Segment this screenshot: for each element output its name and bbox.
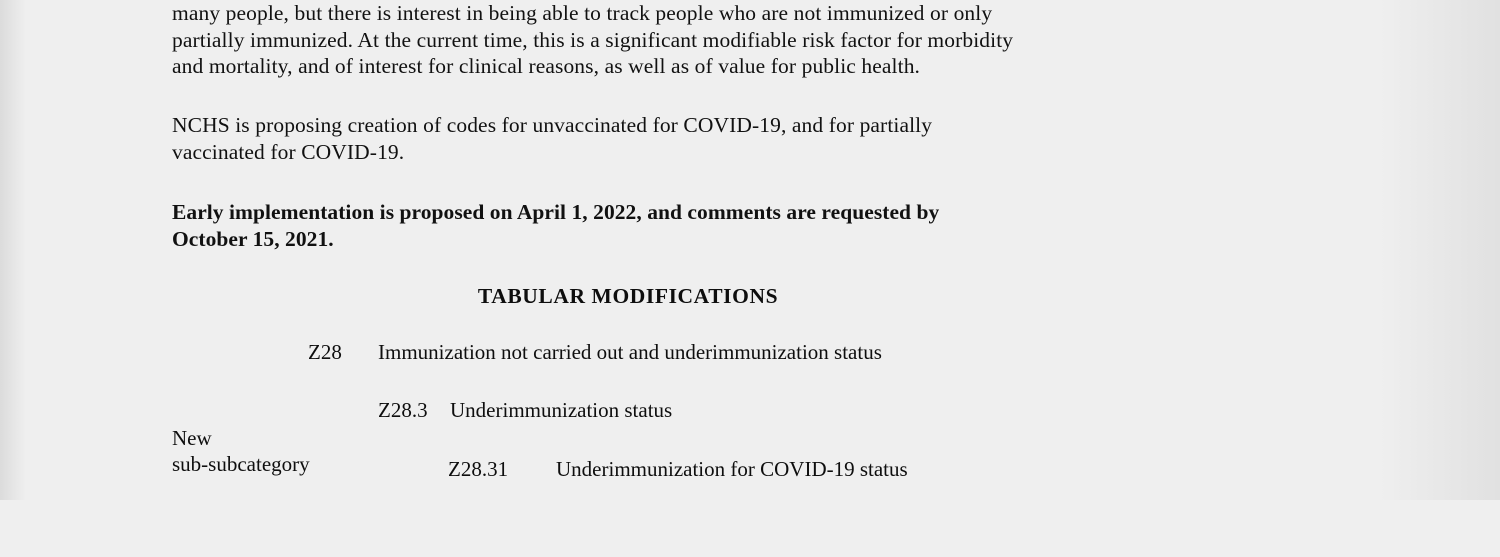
paragraph-intro-line-3: and mortality, and of interest for clinical reasons, as well as of value for public health.: [172, 54, 921, 78]
code-description: Underimmunization status: [450, 398, 673, 422]
section-heading-tabular-modifications: TABULAR MODIFICATIONS: [477, 284, 779, 308]
code-value: Z28: [308, 340, 342, 364]
margin-note-line-1: New: [172, 426, 212, 450]
paragraph-early-implementation-line-2: October 15, 2021.: [172, 226, 334, 251]
paragraph-early-implementation-line-1: Early implementation is proposed on April 1, 2022, and comments are requested by: [172, 200, 940, 224]
paragraph-proposal-line-2: vaccinated for COVID-19.: [172, 139, 405, 164]
margin-note-line-2: sub-subcategory: [172, 452, 310, 476]
code-value: Z28.31: [448, 457, 509, 481]
paragraph-intro-line-2: partially immunized. At the current time, this is a significant modifiable risk factor for morbidity: [172, 27, 1014, 52]
paragraph-early-implementation: [172, 199, 1032, 252]
code-description: Immunization not carried out and underimmunization status: [378, 340, 882, 364]
paragraph-intro: [172, 0, 1092, 80]
code-description: Underimmunization for COVID-19 status: [556, 457, 908, 481]
paragraph-proposal-line-1: NCHS is proposing creation of codes for unvaccinated for COVID-19, and for partially: [172, 113, 933, 137]
paragraph-proposal: [172, 112, 1032, 165]
code-value: Z28.3: [378, 398, 428, 422]
margin-note-new-sub-subcategory: [172, 425, 310, 477]
paragraph-intro-line-1: many people, but there is interest in being able to track people who are not immunized or only: [172, 1, 993, 25]
